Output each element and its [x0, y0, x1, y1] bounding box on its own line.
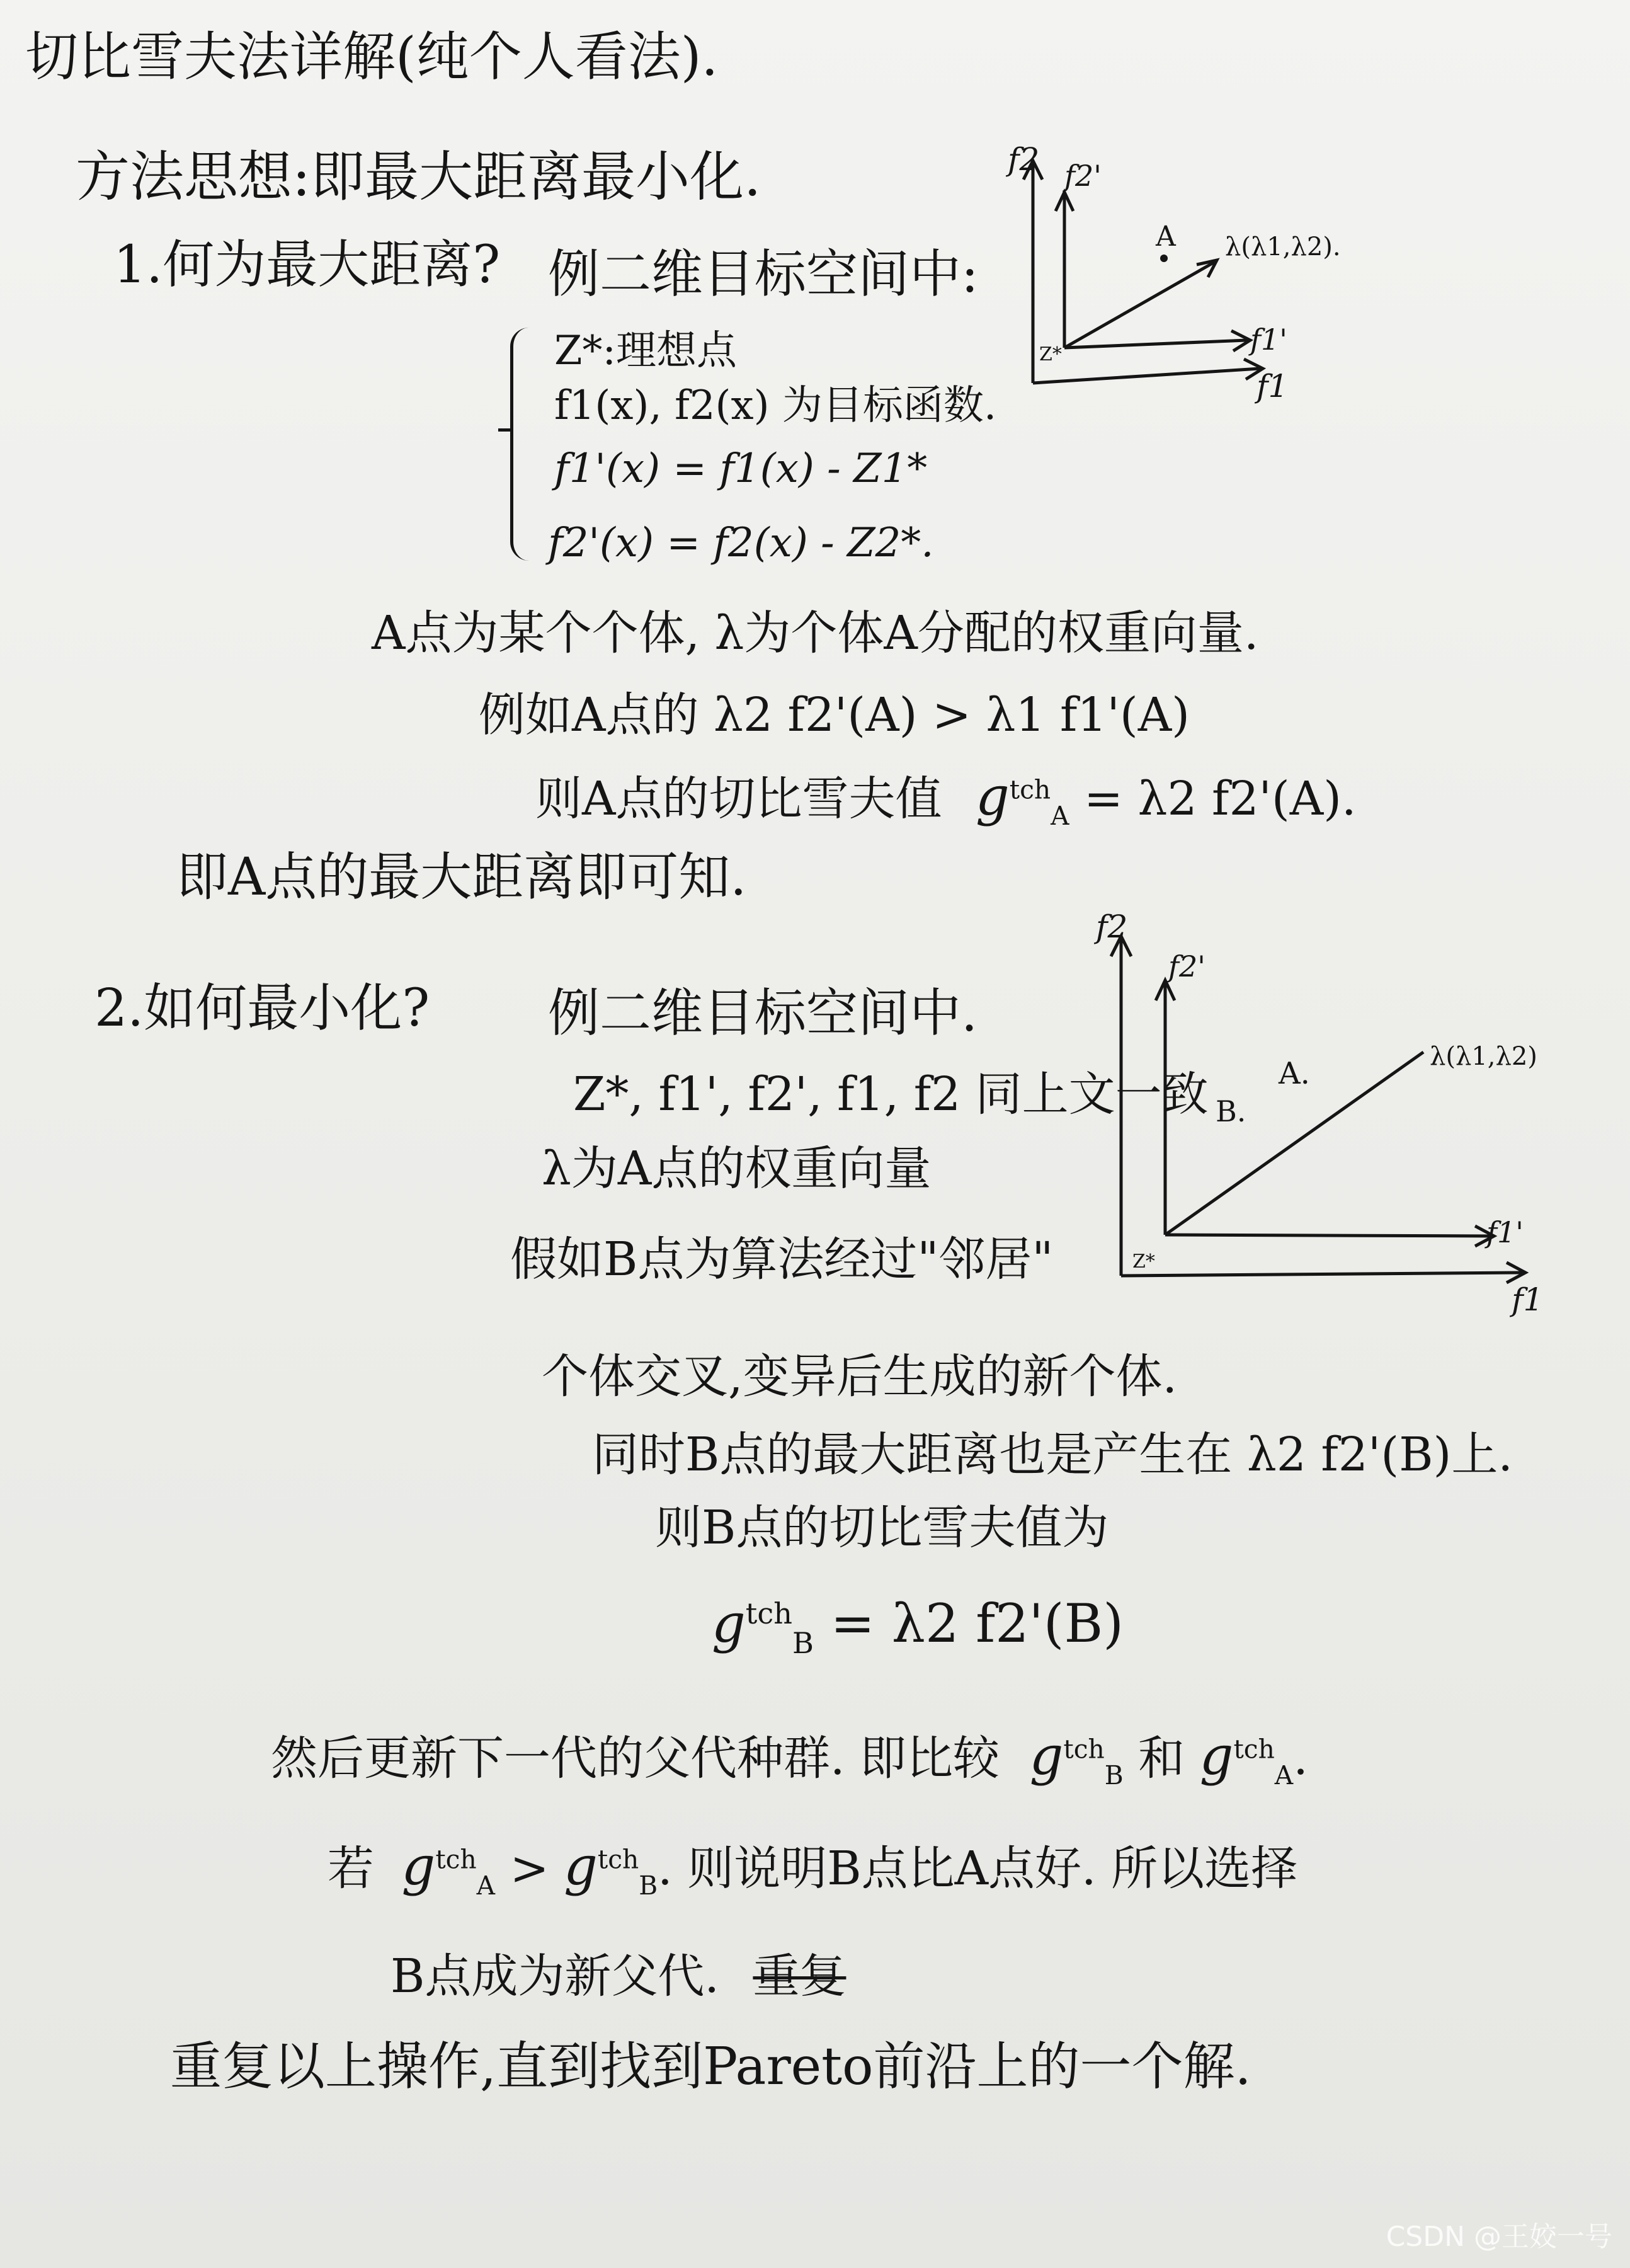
csdn-watermark: CSDN @王姣一号: [1386, 2221, 1612, 2253]
g-symbol-b: g: [712, 1593, 746, 1654]
section1-example: 例二维目标空间中:: [548, 244, 979, 304]
update-parent-line: [271, 1725, 1308, 1790]
diagram2-f2p-label: f2': [1168, 949, 1205, 983]
diagram1-f1-axis: [1033, 369, 1260, 383]
comparison-line: [328, 1835, 1298, 1901]
diagram1-f1p-axis: [1064, 340, 1247, 348]
crossed-out-word: 重复: [753, 1949, 846, 2003]
point-a-description: A点为某个个体, λ为个体A分配的权重向量.: [372, 606, 1259, 660]
g-symbol-a: g: [975, 765, 1010, 827]
diagram1-f2-label: f2: [1008, 141, 1040, 178]
diagram1-lambda-arrowhead: [1197, 260, 1217, 277]
method-idea: 方法思想:即最大距离最小化.: [76, 146, 761, 209]
comparison-gb-sub: B: [639, 1870, 658, 1901]
diagram1-f2p-label: f2': [1064, 159, 1102, 193]
comparison-ga-sub: A: [476, 1870, 496, 1901]
g-sup-a: tch: [1009, 774, 1051, 805]
diagram2-f1-axis: [1121, 1273, 1524, 1276]
point-a-example: 例如A点的 λ2 f2'(A) > λ1 f1'(A): [479, 688, 1190, 742]
g-sup-b: tch: [745, 1596, 792, 1630]
repeat-until-pareto: 重复以上操作,直到找到Pareto前沿上的一个解.: [170, 2037, 1251, 2097]
new-parent-text: B点成为新父代.: [390, 1949, 719, 2003]
diagram2-a-label: A.: [1279, 1056, 1310, 1091]
diagram2-f1p-axis: [1165, 1235, 1493, 1236]
b-chebyshev-formula: [712, 1593, 1124, 1660]
comparison-gt: >: [510, 1841, 549, 1896]
compare-end: .: [1293, 1731, 1308, 1785]
def-ideal-point: Z*:理想点: [554, 328, 738, 374]
new-parent-line: [390, 1949, 846, 2003]
diagram1-z-label: Z*: [1039, 343, 1062, 365]
b-chebyshev-intro: 则B点的切比雪夫值为: [655, 1501, 1109, 1555]
section2-heading: 2.如何最小化?: [94, 978, 430, 1038]
comparison-gb-sup: tch: [597, 1844, 639, 1875]
b-max-distance: 同时B点的最大距离也是产生在 λ2 f2'(B)上.: [592, 1428, 1513, 1482]
diagram2-objective-space: [1083, 895, 1612, 1323]
diagram1-objective-space: [995, 126, 1398, 416]
comparison-gb: g: [564, 1835, 598, 1897]
section1-conclusion: 即A点的最大距离即可知.: [176, 847, 747, 907]
def-f2-prime: f2'(x) = f2(x) - Z2*.: [548, 520, 934, 566]
diagram2-f1-label: f1: [1512, 1281, 1544, 1318]
compare-g2-sup: tch: [1233, 1734, 1275, 1765]
hypothesis-b-point: 假如B点为算法经过"邻居": [510, 1232, 1054, 1286]
def-f1-prime: f1'(x) = f1(x) - Z1*: [554, 445, 928, 492]
comparison-rest: . 则说明B点比A点好. 所以选择: [658, 1841, 1298, 1896]
g-sub-b: B: [792, 1625, 814, 1660]
diagram1-a-label: A: [1156, 220, 1176, 253]
section1-heading: 1.何为最大距离?: [113, 235, 501, 295]
point-a-then-text: 则A点的切比雪夫值: [535, 772, 942, 826]
compare-and: 和: [1138, 1731, 1185, 1785]
point-a-chebyshev: [535, 765, 1357, 831]
section2-lambda-desc: λ为A点的权重向量: [542, 1142, 932, 1196]
definition-brace: [510, 328, 535, 561]
compare-g1-sub: B: [1104, 1760, 1124, 1790]
compare-g1: g: [1029, 1725, 1064, 1787]
section2-same-as-above: Z*, f1', f2', f1, f2 同上文一致: [573, 1067, 1209, 1121]
compare-g1-sup: tch: [1063, 1734, 1105, 1765]
new-individual: 个体交叉,变异后生成的新个体.: [542, 1349, 1178, 1404]
diagram1-lambda-ray: [1064, 261, 1216, 348]
diagram1-f1-label: f1: [1257, 368, 1289, 404]
diagram1-point-a-marker: [1160, 255, 1168, 262]
section2-example: 例二维目标空间中.: [548, 983, 978, 1043]
page-title: 切比雪夫法详解(纯个人看法).: [25, 26, 719, 88]
def-objectives: f1(x), f2(x) 为目标函数.: [554, 382, 997, 429]
diagram2-lambda-label: λ(λ1,λ2): [1430, 1042, 1537, 1071]
diagram2-f2-label: f2: [1096, 908, 1128, 945]
b-chebyshev-rhs: = λ2 f2'(B): [830, 1593, 1124, 1654]
compare-g2: g: [1199, 1725, 1234, 1787]
diagram2-b-label: B.: [1216, 1094, 1246, 1128]
comparison-if: 若: [328, 1841, 374, 1896]
g-sub-a: A: [1051, 800, 1069, 831]
diagram1-lambda-label: λ(λ1,λ2).: [1225, 232, 1341, 261]
comparison-ga: g: [401, 1835, 436, 1897]
diagram2-z-label: Z*: [1132, 1251, 1155, 1273]
diagram2-f1p-label: f1': [1486, 1215, 1524, 1249]
diagram1-f1p-label: f1': [1250, 323, 1287, 357]
comparison-ga-sup: tch: [435, 1844, 477, 1875]
point-a-then-rhs: = λ2 f2'(A).: [1084, 772, 1357, 826]
update-parent-text: 然后更新下一代的父代种群. 即比较: [271, 1731, 1000, 1785]
compare-g2-sub: A: [1274, 1760, 1294, 1790]
